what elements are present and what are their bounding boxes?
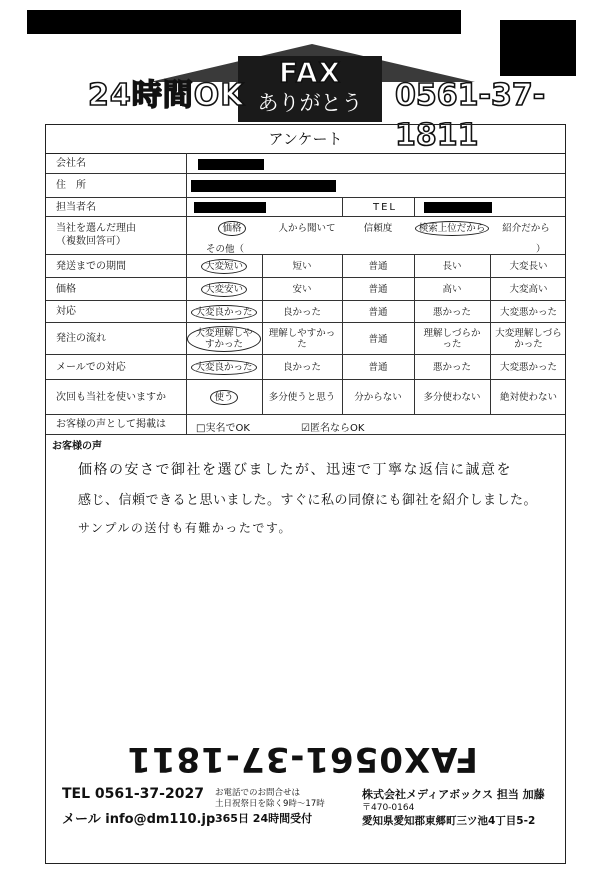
rating-option-5[interactable]	[490, 355, 567, 380]
rating-option-label: 安い	[292, 284, 312, 295]
reason-row	[46, 217, 565, 255]
publish-label: お客様の声として掲載は	[56, 419, 166, 430]
rating-option-4[interactable]	[414, 355, 490, 380]
rating-option-3[interactable]	[342, 355, 414, 380]
publish-row	[46, 415, 565, 435]
address-row	[46, 174, 565, 198]
redacted-tel	[424, 202, 492, 213]
rating-option-4[interactable]	[414, 255, 490, 278]
rating-option-2[interactable]	[262, 323, 342, 355]
phone-note-1: お電話でのお問合せは	[215, 788, 301, 798]
reason-option-4[interactable]	[414, 220, 490, 236]
rating-option-label: 多分使うと思う	[268, 392, 336, 403]
redacted-company	[198, 159, 264, 170]
rating-option-label: 多分使わない	[423, 392, 481, 403]
reason-option-3[interactable]	[342, 220, 414, 236]
rating-option-label: 良かった	[282, 306, 321, 318]
rating-option-1[interactable]	[186, 255, 262, 278]
rating-option-label: 大変理解しづらかった	[495, 328, 562, 350]
rating-row	[46, 278, 565, 301]
fax-title: FAX	[278, 56, 342, 89]
rating-option-3[interactable]	[342, 380, 414, 415]
rating-option-label: 大変安い	[201, 282, 247, 297]
rating-option-label: 悪かった	[432, 306, 471, 318]
rating-option-label: 普通	[368, 333, 388, 345]
contact-row	[46, 198, 565, 217]
rating-option-4[interactable]	[414, 323, 490, 355]
redacted-corner-block	[500, 20, 576, 76]
company-name: 株式会社メディアボックス 担当 加藤	[362, 788, 545, 801]
address-label: 住 所	[56, 180, 86, 191]
rating-option-4[interactable]	[414, 278, 490, 301]
rating-option-label: 理解しやすかった	[268, 328, 336, 350]
rating-label: 対応	[56, 306, 76, 317]
rating-label: 発注の流れ	[56, 333, 106, 344]
company-label: 会社名	[56, 158, 86, 169]
rating-label: 価格	[56, 283, 76, 295]
rating-option-2[interactable]	[262, 380, 342, 415]
rating-option-1[interactable]	[186, 323, 262, 355]
rating-option-label: 普通	[368, 284, 388, 295]
rating-option-label: 大変短い	[201, 259, 247, 274]
footer-tel: TEL 0561-37-2027	[62, 786, 204, 802]
redacted-contact	[194, 202, 266, 213]
rating-option-3[interactable]	[342, 278, 414, 301]
rating-option-label: 普通	[368, 362, 388, 373]
rating-option-label: 使う	[210, 390, 237, 405]
survey-title: アンケート	[46, 125, 565, 154]
rating-option-5[interactable]	[490, 255, 567, 278]
publish-option-real-name[interactable]: □実名でOK	[196, 423, 250, 434]
rating-option-3[interactable]	[342, 255, 414, 278]
rating-option-label: 短い	[292, 261, 312, 272]
rating-option-3[interactable]	[342, 301, 414, 323]
voice-label: お客様の声	[52, 441, 102, 452]
rating-option-4[interactable]	[414, 301, 490, 323]
fax-thanks: ありがとう	[257, 91, 363, 115]
reason-option-label: 紹介だから	[502, 222, 550, 234]
postal-code: 〒470-0164	[362, 803, 415, 813]
rating-option-label: 大変高い	[509, 284, 548, 295]
rating-option-3[interactable]	[342, 323, 414, 355]
rating-label: 次回も当社を使いますか	[56, 391, 166, 403]
rating-option-label: 大変良かった	[191, 360, 256, 375]
rating-option-label: 良かった	[282, 362, 321, 373]
rating-option-label: 普通	[368, 306, 388, 318]
rating-option-5[interactable]	[490, 301, 567, 323]
fax-number-mirrored	[112, 738, 492, 780]
rating-option-label: 分からない	[354, 392, 402, 403]
rating-option-5[interactable]	[490, 380, 567, 415]
reason-option-5[interactable]	[490, 220, 562, 236]
rating-row	[46, 323, 565, 355]
rating-option-label: 絶対使わない	[499, 392, 557, 403]
rating-option-label: 大変悪かった	[499, 362, 557, 373]
voice-line-1: 価格の安さで御社を選びましたが、迅速で丁寧な返信に誠意を	[78, 462, 512, 478]
fax-365: 365日 24時間受付	[215, 812, 313, 825]
redacted-address	[191, 180, 336, 192]
rating-option-label: 理解しづらかった	[423, 328, 481, 350]
rating-row	[46, 255, 565, 278]
fax-number-mirrored-text: FAX0561-37-1811	[126, 739, 478, 779]
rating-row	[46, 355, 565, 380]
rating-option-2[interactable]	[262, 355, 342, 380]
redacted-header-bar	[27, 10, 461, 34]
fax-number: 0561-37-1811	[395, 78, 546, 153]
rating-option-label: 大変長い	[509, 261, 548, 272]
tel-label: TEL	[373, 202, 397, 213]
rating-option-2[interactable]	[262, 255, 342, 278]
publish-option-anonymous[interactable]: ☑匿名ならOK	[301, 423, 365, 434]
rating-option-5[interactable]	[490, 323, 567, 355]
rating-option-label: 悪かった	[432, 362, 471, 373]
rating-option-label: 普通	[368, 261, 388, 272]
reason-sublabel: （複数回答可）	[56, 236, 126, 247]
rating-option-1[interactable]	[186, 355, 262, 380]
reason-option-2[interactable]	[272, 220, 342, 236]
voice-line-2: 感じ、信頼できると思いました。すぐに私の同僚にも御社を紹介しました。	[78, 493, 538, 508]
voice-line-3: サンプルの送付も有難かったです。	[78, 521, 292, 535]
rating-option-label: 高い	[442, 284, 462, 295]
hours-text: 24時間OK	[88, 78, 245, 113]
rating-label: メールでの対応	[56, 361, 126, 373]
reason-option-label: 人から聞いて	[278, 222, 336, 234]
rating-option-1[interactable]	[186, 278, 262, 301]
rating-option-2[interactable]	[262, 278, 342, 301]
rating-label: 発送までの期間	[56, 260, 126, 272]
rating-option-5[interactable]	[490, 278, 567, 301]
company-address: 愛知県愛知郡東郷町三ツ池4丁目5-2	[362, 815, 536, 827]
reason-label: 当社を選んだ理由	[56, 223, 136, 234]
reason-option-label: 価格	[218, 221, 245, 236]
rating-option-1[interactable]	[186, 301, 262, 323]
rating-option-4[interactable]	[414, 380, 490, 415]
rating-row	[46, 301, 565, 323]
company-row	[46, 153, 565, 174]
rating-option-2[interactable]	[262, 301, 342, 323]
rating-option-1[interactable]	[186, 380, 262, 415]
rating-option-label: 大変悪かった	[499, 306, 557, 318]
footer-mail: メール info@dm110.jp	[62, 812, 216, 827]
rating-option-label: 長い	[442, 261, 462, 272]
rating-row	[46, 380, 565, 415]
reason-other-close: ）	[536, 244, 546, 255]
contact-label: 担当者名	[56, 202, 96, 213]
reason-option-label: 信頼度	[363, 222, 393, 234]
phone-note-2: 土日祝祭日を除く9時～17時	[215, 799, 325, 809]
rating-option-label: 大変良かった	[191, 305, 256, 320]
reason-option-1[interactable]	[192, 220, 272, 236]
rating-option-label: 大変理解しやすかった	[187, 326, 261, 352]
reason-option-label: 検索上位だから	[415, 221, 490, 236]
reason-other: その他（	[206, 244, 245, 255]
